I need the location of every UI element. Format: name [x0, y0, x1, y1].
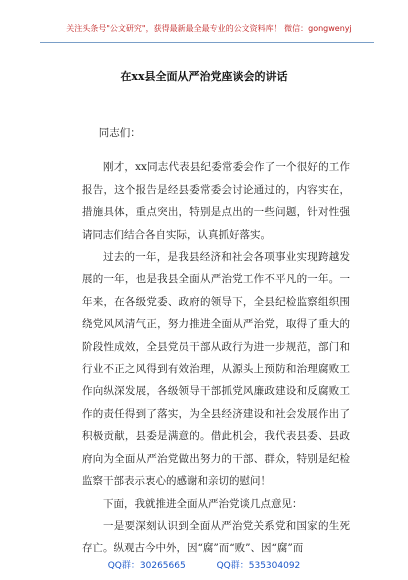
qq-group-2: QQ群：535304092 — [216, 561, 301, 571]
document-body — [82, 122, 350, 560]
paragraph-1: 刚才，xx同志代表县纪委常委会作了一个很好的工作报告，这个报告是经县委常委会讨论通过的，内容实在，措施具体，重点突出，特别是点出的一些问题，针对性强请同志们结合各自实际，认真抓好落实。 — [82, 161, 350, 241]
paragraph-4: 一是要深刻认识到全面从严治党关系党和国家的生死存亡。纵观古今中外，因“腐”而“败”、因“腐”而 — [82, 519, 350, 555]
header-banner: 关注头条号"公文研究"，获得最新最全最专业的公文资料库！ 微信：gongwenyj — [66, 24, 352, 33]
paragraph-3: 下面，我就推进全面从严治党谈几点意见： — [103, 497, 303, 510]
header-divider — [40, 42, 374, 43]
qq-group-1: QQ群：30265665 — [107, 561, 186, 571]
salutation: 同志们： — [98, 127, 141, 139]
document-title: 在xx县全面从严治党座谈会的讲话 — [120, 70, 288, 83]
paragraph-2: 过去的一年，是我县经济和社会各项事业实现跨越发展的一年，也是我县全面从严治党工作不平凡的一年。一年来，在各级党委、政府的领导下，全县纪检监察组织围绕党风风清气正，努力推进全面从严治党，取得了重大的阶段性成效，全县党员干部从政行为进一步规范，部门和行业不正之风得到有效治理，从源头上预防和治理腐败工作向纵深发展，各级领导干部抓党风廉政建设和反腐败工作的责任得到了落实，为全县经济建设和社会发展作出了积极贡献，县委是满意的。借此机会，我代表县委、县政府向为全面从严治党做出努力的干部、群众，特别是纪检监察干部表示衷心的感谢和亲切的慰问！ — [82, 251, 350, 488]
footer-qq-groups — [0, 558, 408, 571]
